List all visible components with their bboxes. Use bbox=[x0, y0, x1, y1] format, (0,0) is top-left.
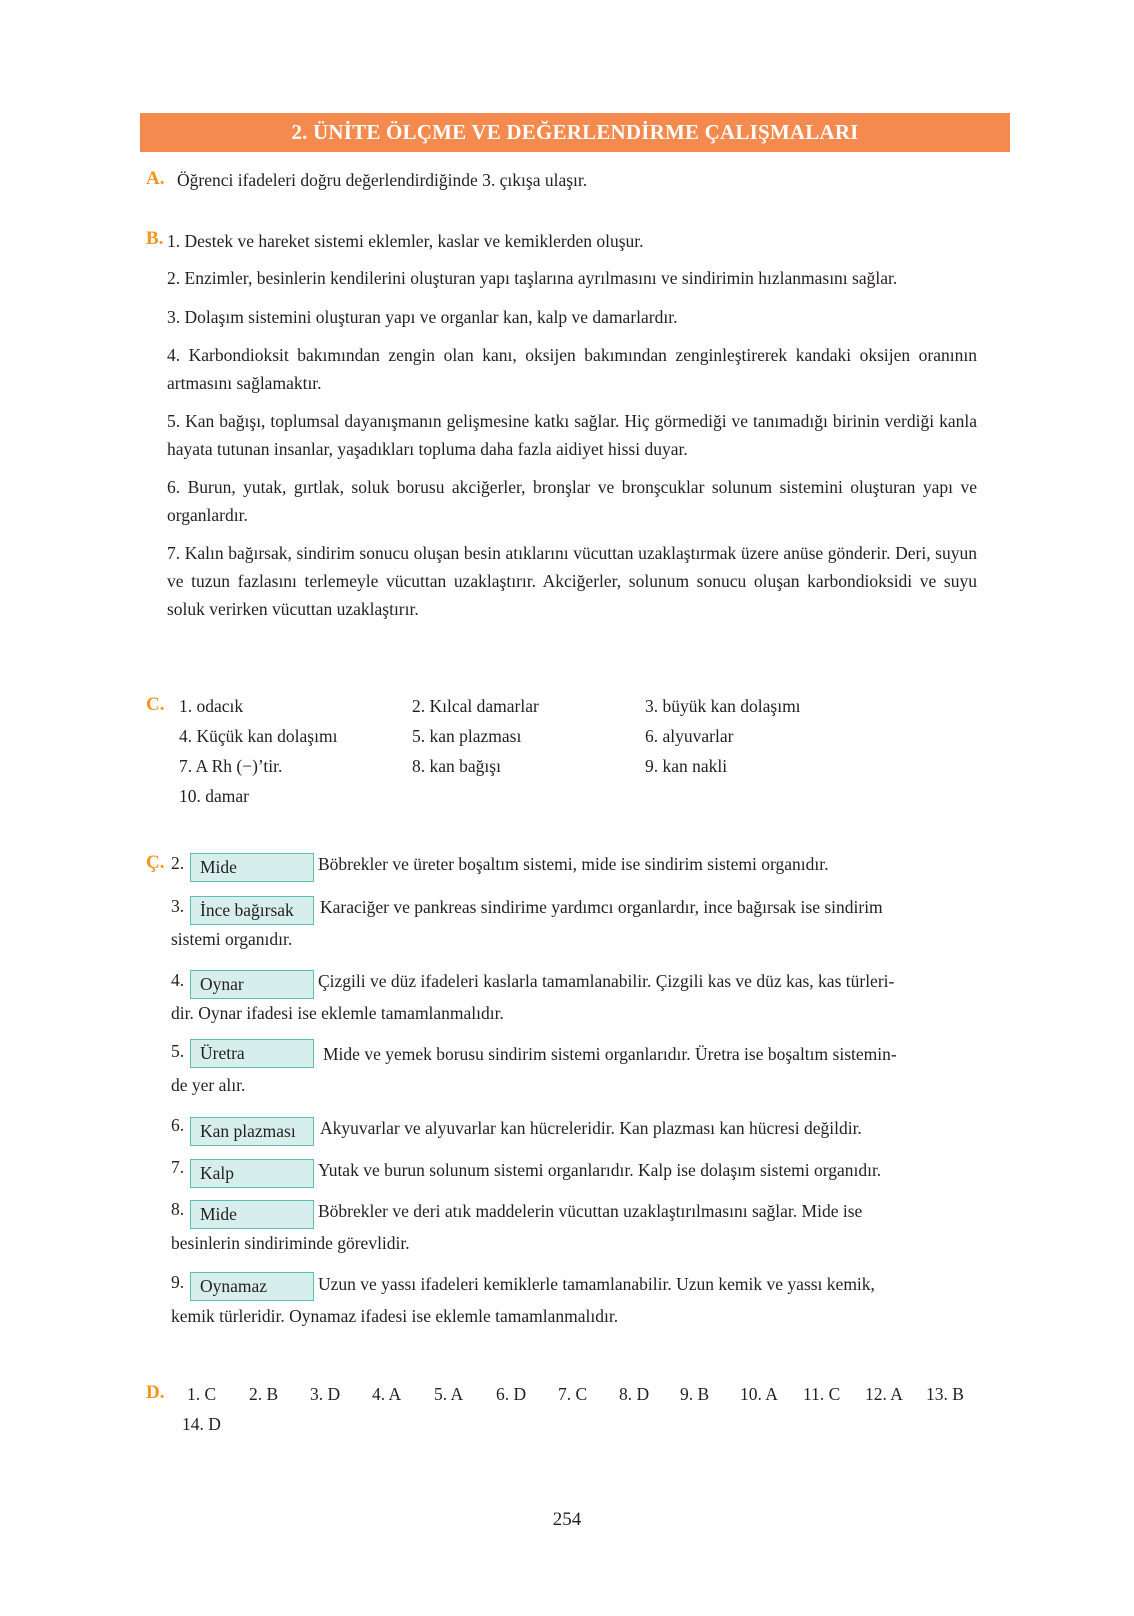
section-a-letter: A. bbox=[146, 168, 165, 189]
section-cc-answer-box-6: Kan plazması bbox=[190, 1117, 314, 1146]
section-cc-num-7: 7. bbox=[171, 1157, 185, 1177]
section-d-answer-1: 1. C bbox=[187, 1384, 217, 1404]
section-cc-answer-box-8: Mide bbox=[190, 1200, 314, 1229]
page-number: 254 bbox=[552, 1509, 582, 1530]
section-c-item-1: 1. odacık bbox=[179, 696, 244, 716]
section-cc-text-8: Böbrekler ve deri atık maddelerin vücuttan uzaklaştırılmasını sağlar. Mide ise bbox=[318, 1201, 863, 1221]
section-cc-letter: Ç. bbox=[146, 852, 165, 873]
section-b-item-3: 3. Dolaşım sistemini oluşturan yapı ve organlar kan, kalp ve damarlardır. bbox=[167, 307, 678, 327]
section-d-letter: D. bbox=[146, 1382, 165, 1403]
section-a-text: Öğrenci ifadeleri doğru değerlendirdiğinde 3. çıkışa ulaşır. bbox=[177, 170, 588, 190]
section-c-item-6: 6. alyuvarlar bbox=[645, 726, 734, 746]
section-d-answer-8: 8. D bbox=[619, 1384, 650, 1404]
section-cc-text-7: Yutak ve burun solunum sistemi organlarıdır. Kalp ise dolaşım sistemi organıdır. bbox=[318, 1160, 882, 1180]
section-cc-text-4: Çizgili ve düz ifadeleri kaslarla tamamlanabilir. Çizgili kas ve düz kas, kas türleri- bbox=[318, 971, 895, 991]
section-cc-num-6: 6. bbox=[171, 1115, 185, 1135]
section-cc-cont-8: besinlerin sindiriminde görevlidir. bbox=[171, 1233, 410, 1253]
section-cc-cont-9: kemik türleridir. Oynamaz ifadesi ise eklemle tamamlanmalıdır. bbox=[171, 1306, 619, 1326]
section-d-answer-13: 13. B bbox=[926, 1384, 964, 1404]
section-cc-text-6: Akyuvarlar ve alyuvarlar kan hücreleridir. Kan plazması kan hücresi değildir. bbox=[320, 1118, 862, 1138]
section-b-letter: B. bbox=[146, 228, 164, 249]
section-cc-answer-box-7: Kalp bbox=[190, 1159, 314, 1188]
section-c-item-4: 4. Küçük kan dolaşımı bbox=[179, 726, 338, 746]
section-b-item-7: 7. Kalın bağırsak, sindirim sonucu oluşan besin atıklarını vücuttan uzaklaştırmak üzere anüse gönderir. Deri, suyun ve tuzun fazlasını terlemeyle vücuttan uzaklaştırır. Akciğerler, solunum sonucu oluşan karbondioksidi ve suyu soluk verirken vücuttan uzaklaştırır. bbox=[167, 543, 977, 619]
section-d-answer-14: 14. D bbox=[182, 1414, 221, 1434]
section-b-item-1: 1. Destek ve hareket sistemi eklemler, kaslar ve kemiklerden oluşur. bbox=[167, 231, 644, 251]
section-cc-cont-4: dir. Oynar ifadesi ise eklemle tamamlanmalıdır. bbox=[171, 1003, 504, 1023]
section-cc-cont-3: sistemi organıdır. bbox=[171, 929, 293, 949]
section-b-item-5: 5. Kan bağışı, toplumsal dayanışmanın gelişmesine katkı sağlar. Hiç görmediği ve tanımadığı birinin verdiği kanla hayata tutunan insanlar, yaşadıkları topluma daha fazla aidiyet hissi duyar. bbox=[167, 411, 977, 459]
section-c-letter: C. bbox=[146, 694, 165, 715]
section-cc-text-3: Karaciğer ve pankreas sindirime yardımcı organlardır, ince bağırsak ise sindirim bbox=[320, 897, 883, 917]
section-cc-num-3: 3. bbox=[171, 896, 185, 916]
section-cc-num-5: 5. bbox=[171, 1041, 185, 1061]
section-c-item-3: 3. büyük kan dolaşımı bbox=[645, 696, 801, 716]
section-d-answer-7: 7. C bbox=[558, 1384, 588, 1404]
section-c-item-10: 10. damar bbox=[179, 786, 249, 806]
section-d-answer-4: 4. A bbox=[372, 1384, 402, 1404]
section-cc-text-9: Uzun ve yassı ifadeleri kemiklerle tamamlanabilir. Uzun kemik ve yassı kemik, bbox=[318, 1274, 875, 1294]
section-cc-num-4: 4. bbox=[171, 970, 185, 990]
section-cc-answer-box-3: İnce bağırsak bbox=[190, 896, 314, 925]
section-cc-num-9: 9. bbox=[171, 1272, 185, 1292]
section-cc-text-2: Böbrekler ve üreter boşaltım sistemi, mide ise sindirim sistemi organıdır. bbox=[318, 854, 829, 874]
section-b-item-2: 2. Enzimler, besinlerin kendilerini oluşturan yapı taşlarına ayrılmasını ve sindirimin hızlanmasını sağlar. bbox=[167, 268, 898, 288]
page-title: 2. ÜNİTE ÖLÇME VE DEĞERLENDİRME ÇALIŞMALARI bbox=[140, 113, 1010, 152]
section-cc-num-8: 8. bbox=[171, 1199, 185, 1219]
section-b-item-4: 4. Karbondioksit bakımından zengin olan kanı, oksijen bakımından zenginleştirerek kandaki oksijen oranının artmasını sağlamaktır. bbox=[167, 345, 977, 393]
section-cc-answer-box-5: Üretra bbox=[190, 1039, 314, 1068]
section-d-answer-5: 5. A bbox=[434, 1384, 464, 1404]
section-d-answer-3: 3. D bbox=[310, 1384, 341, 1404]
section-c-item-8: 8. kan bağışı bbox=[412, 756, 501, 776]
section-d-answer-2: 2. B bbox=[249, 1384, 279, 1404]
section-d-answer-11: 11. C bbox=[803, 1384, 841, 1404]
section-cc-num-2: 2. bbox=[171, 853, 185, 873]
section-d-answer-10: 10. A bbox=[740, 1384, 778, 1404]
section-cc-answer-box-9: Oynamaz bbox=[190, 1272, 314, 1301]
section-cc-text-5: Mide ve yemek borusu sindirim sistemi organlarıdır. Üretra ise boşaltım sistemin- bbox=[323, 1044, 897, 1064]
section-c-item-9: 9. kan nakli bbox=[645, 756, 728, 776]
section-c-item-5: 5. kan plazması bbox=[412, 726, 522, 746]
section-cc-answer-box-4: Oynar bbox=[190, 970, 314, 999]
section-cc-answer-box-2: Mide bbox=[190, 853, 314, 882]
section-c-item-2: 2. Kılcal damarlar bbox=[412, 696, 539, 716]
section-d-answer-12: 12. A bbox=[865, 1384, 903, 1404]
section-c-item-7: 7. A Rh (−)’tir. bbox=[179, 756, 283, 776]
section-b-item-6: 6. Burun, yutak, gırtlak, soluk borusu akciğerler, bronşlar ve bronşcuklar solunum sistemini oluşturan yapı ve organlardır. bbox=[167, 477, 977, 525]
section-d-answer-9: 9. B bbox=[680, 1384, 710, 1404]
section-d-answer-6: 6. D bbox=[496, 1384, 527, 1404]
section-cc-cont-5: de yer alır. bbox=[171, 1075, 246, 1095]
